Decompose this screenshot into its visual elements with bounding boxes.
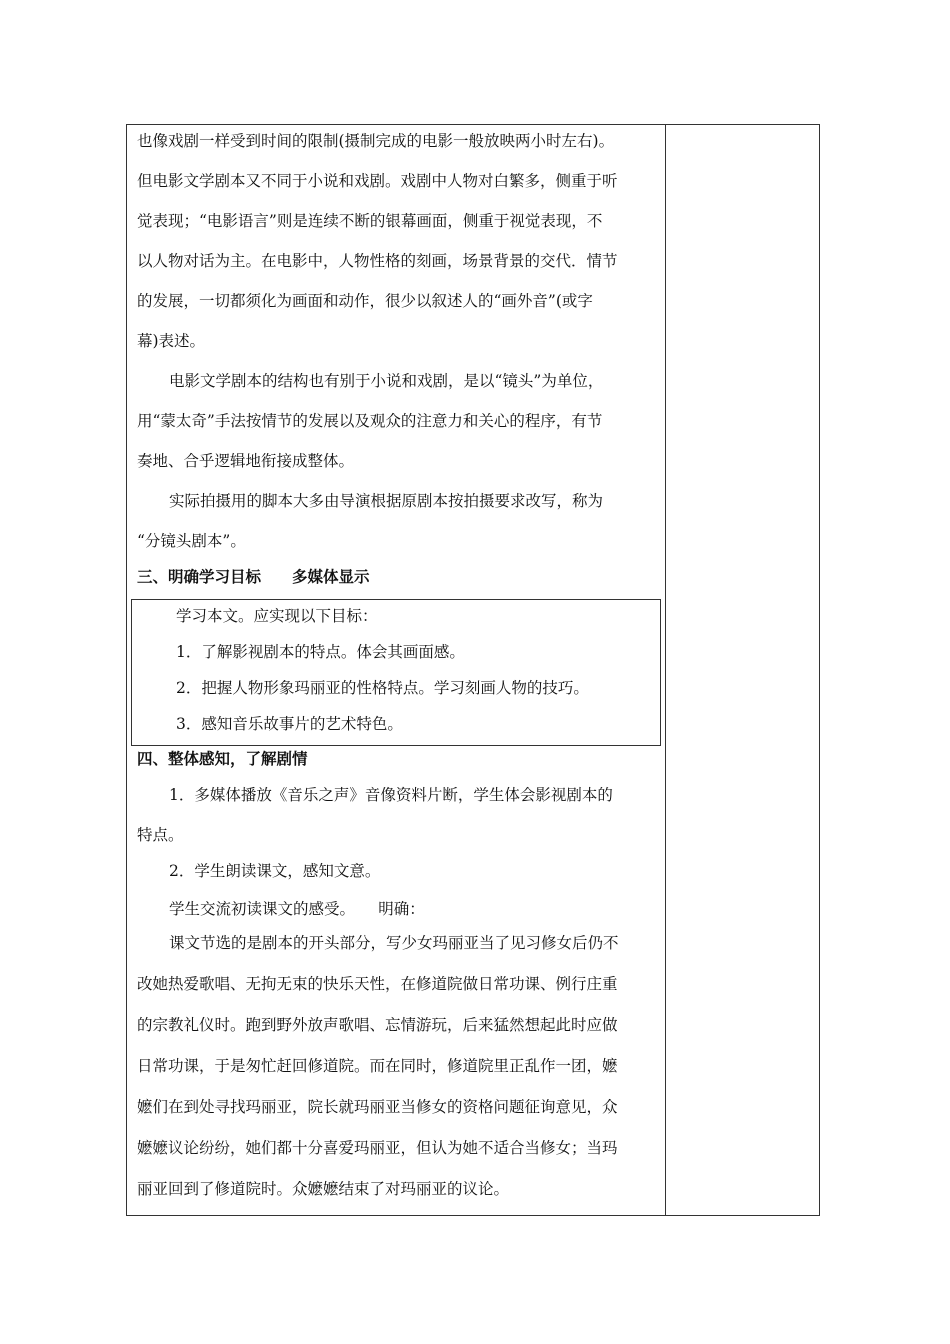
target-item: 2．把握人物形象玛丽亚的性格特点。学习刻画人物的技巧。 [176, 679, 589, 697]
section-4-line: 日常功课，于是匆忙赶回修道院。而在同时，修道院里正乱作一团，嬷 [137, 1057, 618, 1075]
section-4-line: 丽亚回到了修道院时。众嬷嬷结束了对玛丽亚的议论。 [137, 1180, 510, 1198]
section-3-heading: 三、明确学习目标 多媒体显示 [137, 567, 370, 586]
intro-line: 但电影文学剧本又不同于小说和戏剧。戏剧中人物对白繁多，侧重于听 [137, 172, 618, 190]
section-4-line: 特点。 [137, 826, 184, 844]
target-item: 1．了解影视剧本的特点。体会其画面感。 [176, 643, 465, 661]
section-4-line: 改她热爱歌唱、无拘无束的快乐天性，在修道院做日常功课、例行庄重 [137, 975, 618, 993]
section-4-line: 1．多媒体播放《音乐之声》音像资料片断，学生体会影视剧本的 [169, 786, 613, 804]
intro-line: 用“蒙太奇”手法按情节的发展以及观众的注意力和关心的程序，有节 [137, 412, 603, 430]
intro-line: 也像戏剧一样受到时间的限制(摄制完成的电影一般放映两小时左右)。 [137, 132, 615, 150]
section-4-line: 课文节选的是剧本的开头部分，写少女玛丽亚当了见习修女后仍不 [169, 934, 619, 952]
lesson-table [126, 124, 820, 1216]
column-divider [665, 125, 666, 1215]
learning-targets-box [131, 599, 661, 746]
intro-line: 觉表现；“电影语言”则是连续不断的银幕画面，侧重于视觉表现，不 [137, 212, 603, 230]
targets-intro: 学习本文。应实现以下目标： [176, 607, 378, 625]
intro-line: 幕)表述。 [137, 332, 206, 350]
section-4-heading: 四、整体感知，了解剧情 [137, 749, 308, 768]
section-4-line: 嬷们在到处寻找玛丽亚，院长就玛丽亚当修女的资格问题征询意见，众 [137, 1098, 618, 1116]
intro-line: 奏地、合乎逻辑地衔接成整体。 [137, 452, 355, 470]
section-4-line: 学生交流初读课文的感受。 明确： [169, 900, 425, 918]
intro-line: “分镜头剧本”。 [137, 532, 246, 550]
section-4-line: 嬷嬷议论纷纷，她们都十分喜爱玛丽亚，但认为她不适合当修女；当玛 [137, 1139, 618, 1157]
section-4-line: 的宗教礼仪时。跑到野外放声歌唱、忘情游玩，后来猛然想起此时应做 [137, 1016, 618, 1034]
intro-line: 以人物对话为主。在电影中，人物性格的刻画，场景背景的交代．情节 [137, 252, 618, 270]
intro-line: 电影文学剧本的结构也有别于小说和戏剧，是以“镜头”为单位， [169, 372, 604, 390]
intro-line: 实际拍摄用的脚本大多由导演根据原剧本按拍摄要求改写，称为 [169, 492, 604, 510]
target-item: 3．感知音乐故事片的艺术特色。 [176, 715, 403, 733]
intro-line: 的发展，一切都须化为画面和动作，很少以叙述人的“画外音”(或字 [137, 292, 593, 310]
section-4-line: 2．学生朗读课文，感知文意。 [169, 862, 381, 880]
